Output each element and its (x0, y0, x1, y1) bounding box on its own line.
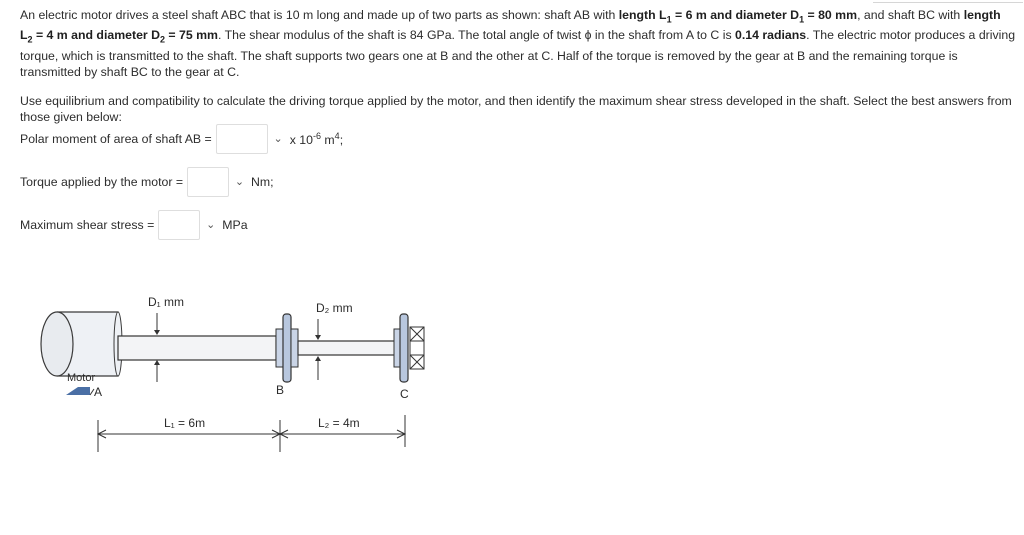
gear-b-collar-right (291, 329, 298, 367)
bearing-c (410, 327, 424, 369)
chevron-down-icon: ⌄ (234, 176, 245, 188)
problem-statement (20, 7, 1016, 125)
top-divider (873, 2, 1023, 3)
text-segment: . The shear modulus of the shaft is 84 GPa. The total angle of twist ϕ in the shaft from A to C is (218, 28, 736, 43)
torque-unit: Nm; (251, 175, 274, 189)
question-polar-moment (20, 124, 343, 154)
d1-arrowhead-top (154, 330, 160, 335)
d2-arrowhead-top (315, 335, 321, 340)
d1-arrowhead-bottom (154, 360, 160, 365)
shaft-bc (298, 341, 400, 355)
l2-label: L₂ = 4m (318, 416, 360, 430)
torque-select[interactable] (187, 167, 245, 197)
d2-label: D₂ mm (316, 301, 353, 315)
l1-label: L₁ = 6m (164, 416, 206, 430)
text-segment: . The electric motor produces a driving torque, which is transmitted to the shaft. The shaft supports two gears one at B and the other at C. Half of the torque is removed by the gear at B and the remaining torque is transmitted by shaft BC to the gear at C. (20, 28, 1016, 79)
polar-moment-unit: x $10^{-6}$ $m^4$; (289, 131, 344, 147)
gear-c (400, 314, 408, 382)
chevron-down-icon: ⌄ (206, 219, 216, 231)
polar-moment-select[interactable] (216, 124, 283, 154)
problem-paragraph-1 (20, 7, 1016, 80)
problem-paragraph-2: Use equilibrium and compatibility to calculate the driving torque applied by the motor, and then identify the maximum shear stress developed in the shaft. Select the best answers from those given below: (20, 93, 1012, 124)
question-torque (20, 167, 274, 197)
motor-end (41, 312, 73, 376)
question-shear-stress (20, 210, 248, 240)
bold-length-l2: length $L_2 = 4$ m and diameter $D_2 = 75$ mm (20, 8, 1001, 45)
gear-c-collar-left (394, 329, 400, 367)
shaft-diagram (30, 285, 450, 455)
d1-label: D₁ mm (148, 295, 185, 309)
text-segment: , and shaft BC with (857, 8, 964, 22)
shaft-ab (118, 336, 276, 360)
point-b-label: B (276, 383, 285, 397)
gear-b-collar-left (276, 329, 283, 367)
chevron-down-icon: ⌄ (273, 133, 283, 145)
bold-twist-angle: 0.14 radians (735, 28, 807, 43)
torque-label: Torque applied by the motor = (20, 175, 184, 189)
polar-moment-label: Polar moment of area of shaft AB = (20, 132, 212, 146)
gear-b (283, 314, 291, 382)
shear-stress-select[interactable] (158, 210, 216, 240)
shear-stress-label: Maximum shear stress = (20, 218, 155, 232)
motor-label: Motor (67, 372, 96, 384)
point-c-label: C (400, 387, 409, 401)
shear-stress-unit: MPa (222, 218, 248, 232)
d2-arrowhead-bottom (315, 356, 321, 361)
text-segment: An electric motor drives a steel shaft ABC that is 10 m long and made up of two parts as shown: shaft AB with (20, 8, 619, 22)
motor-support (66, 387, 90, 395)
point-a-label: A (94, 385, 103, 399)
bold-length-l1: length $L_1 = 6$ m and diameter $D_1 = 80$ mm (618, 8, 858, 25)
